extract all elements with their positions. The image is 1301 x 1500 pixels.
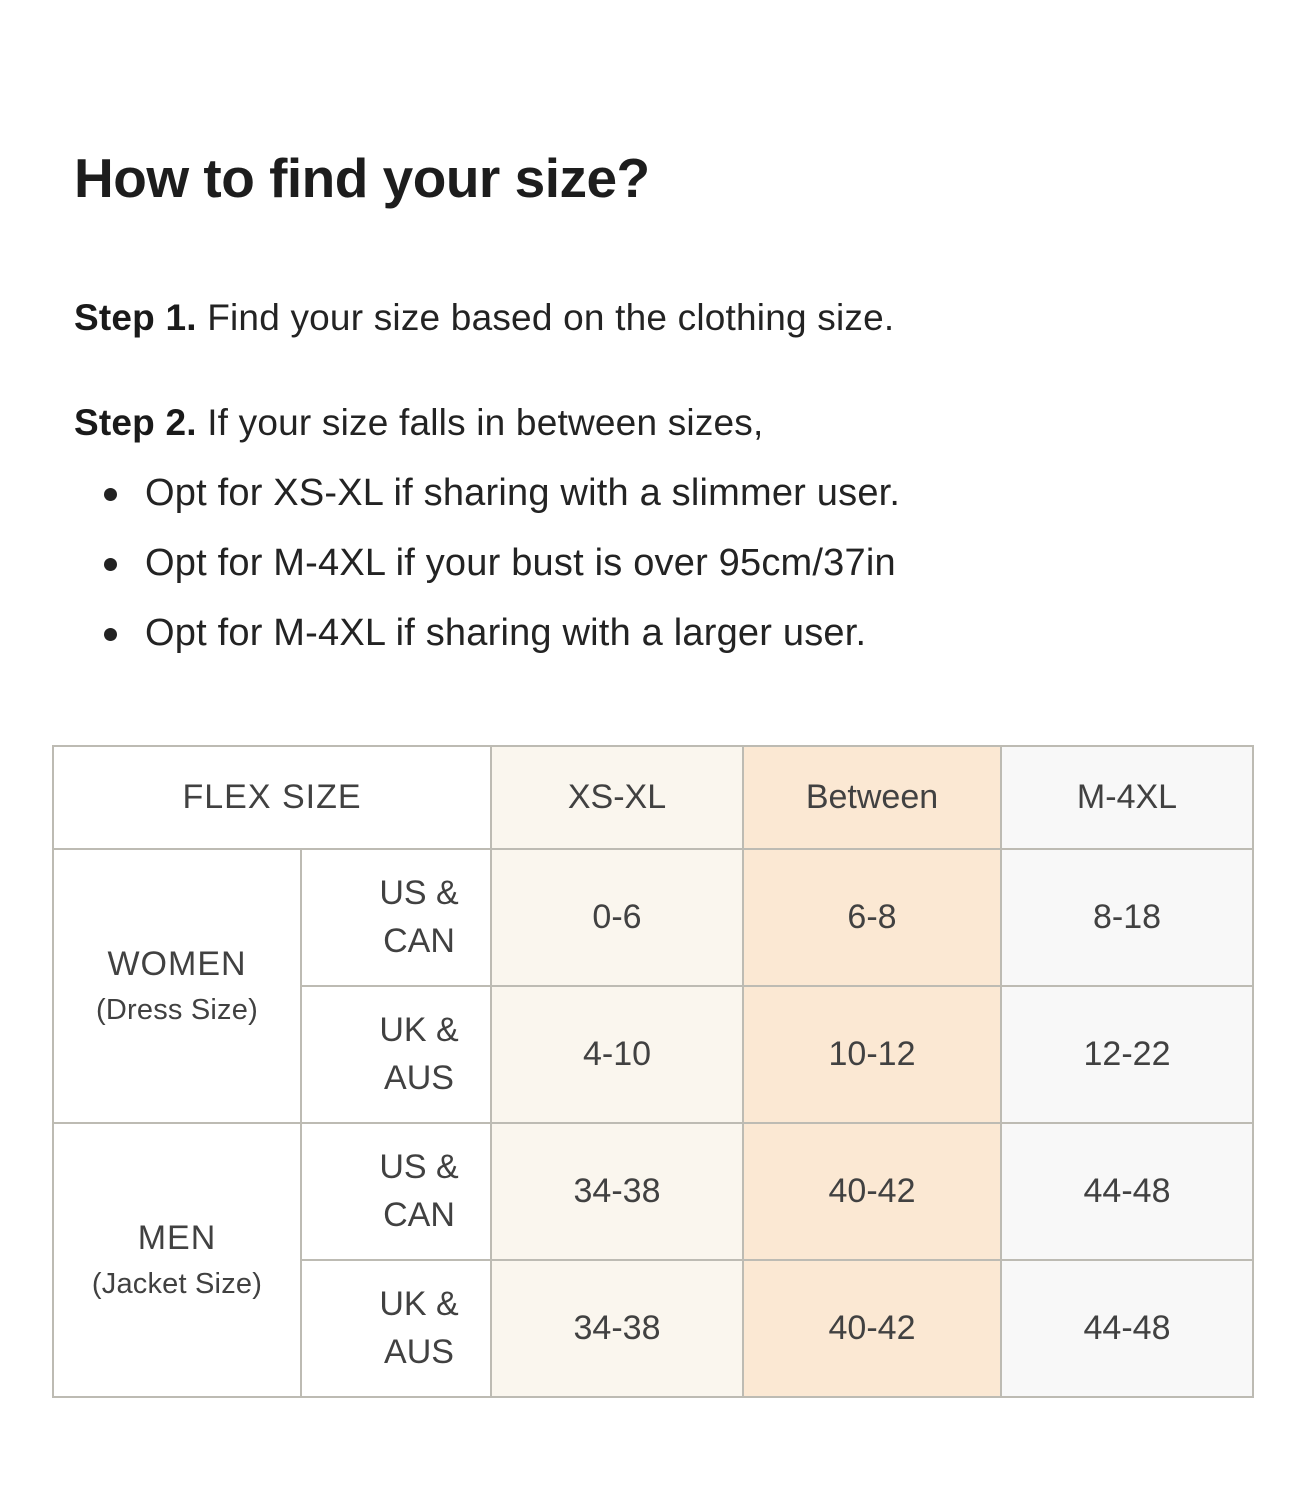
bullet-text: Opt for M-4XL if your bust is over 95cm/37in <box>145 541 896 584</box>
region-label: US & CAN <box>379 1147 459 1234</box>
region-label: US & CAN <box>379 873 459 960</box>
bullet-item <box>104 528 900 598</box>
region-cell <box>301 986 491 1123</box>
step-1-text <box>74 297 894 339</box>
bullet-text: Opt for M-4XL if sharing with a larger user. <box>145 611 867 654</box>
bullet-dot-icon <box>104 558 117 571</box>
page-title: How to find your size? <box>74 147 650 209</box>
step-2-text <box>74 402 763 444</box>
region-cell <box>301 1260 491 1397</box>
table-row <box>53 1123 1253 1260</box>
bullet-item <box>104 458 900 528</box>
group-name: WOMEN <box>107 945 247 983</box>
region-cell <box>301 1123 491 1260</box>
header-col-xs-xl: XS-XL <box>491 746 743 849</box>
value-cell: 40-42 <box>743 1123 1001 1260</box>
value-cell: 12-22 <box>1001 986 1253 1123</box>
value-cell: 34-38 <box>491 1123 743 1260</box>
group-subtitle: (Jacket Size) <box>91 1268 263 1300</box>
bullet-dot-icon <box>104 628 117 641</box>
value-cell: 0-6 <box>491 849 743 986</box>
value-cell: 34-38 <box>491 1260 743 1397</box>
bullet-dot-icon <box>104 488 117 501</box>
table-row <box>53 849 1253 986</box>
value-cell: 10-12 <box>743 986 1001 1123</box>
header-flex-size: FLEX SIZE <box>53 746 491 849</box>
step-2-bullet-list <box>104 458 900 668</box>
value-cell: 44-48 <box>1001 1260 1253 1397</box>
region-cell <box>301 849 491 986</box>
step-2-label: Step 2. <box>74 402 197 443</box>
value-cell: 44-48 <box>1001 1123 1253 1260</box>
value-cell: 4-10 <box>491 986 743 1123</box>
value-cell: 6-8 <box>743 849 1001 986</box>
step-2-body: If your size falls in between sizes, <box>207 402 764 443</box>
group-name: MEN <box>137 1219 217 1257</box>
group-cell-women <box>53 849 301 1123</box>
bullet-text: Opt for XS-XL if sharing with a slimmer user. <box>145 471 901 514</box>
group-subtitle: (Dress Size) <box>96 994 258 1026</box>
bullet-item <box>104 598 900 668</box>
header-col-m-4xl: M-4XL <box>1001 746 1253 849</box>
group-cell-men <box>53 1123 301 1397</box>
value-cell: 40-42 <box>743 1260 1001 1397</box>
step-1-body: Find your size based on the clothing size. <box>207 297 895 338</box>
step-1-label: Step 1. <box>74 297 197 338</box>
region-label: UK & AUS <box>379 1284 459 1371</box>
region-label: UK & AUS <box>379 1010 459 1097</box>
size-chart-table <box>52 745 1254 1398</box>
table-header-row <box>53 746 1253 849</box>
value-cell: 8-18 <box>1001 849 1253 986</box>
header-col-between: Between <box>743 746 1001 849</box>
